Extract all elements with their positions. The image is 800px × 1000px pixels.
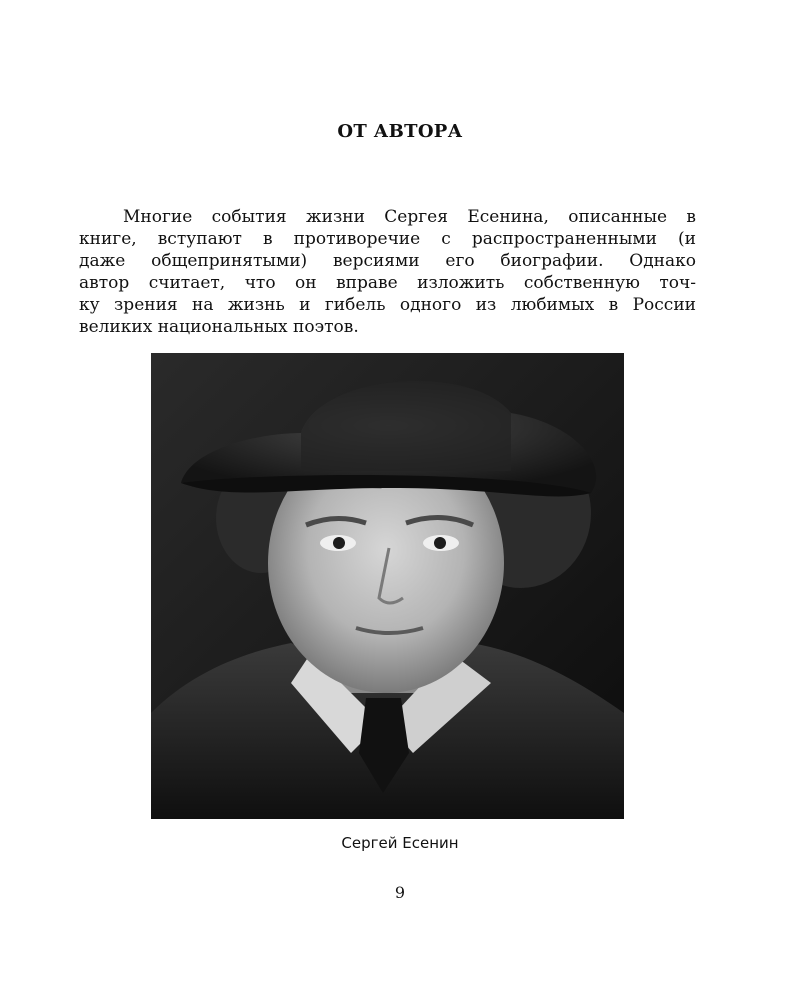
paragraph-line: даже общепринятыми) версиями его биографии. Однако (79, 251, 696, 271)
paragraph-line: великих национальных поэтов. (79, 317, 359, 337)
intro-paragraph (79, 206, 696, 338)
photo-caption: Сергей Есенин (341, 834, 459, 852)
paragraph-line: Многие события жизни Сергея Есенина, описанные в (123, 207, 696, 227)
portrait-photo (151, 353, 624, 819)
paragraph-line: автор считает, что он вправе изложить собственную точ- (79, 273, 696, 293)
paragraph-line: книге, вступают в противоречие с распространенными (и (79, 229, 696, 249)
page-number: 9 (394, 883, 406, 902)
chapter-heading: ОТ АВТОРА (337, 121, 463, 142)
paragraph-line: ку зрения на жизнь и гибель одного из любимых в России (79, 295, 696, 315)
